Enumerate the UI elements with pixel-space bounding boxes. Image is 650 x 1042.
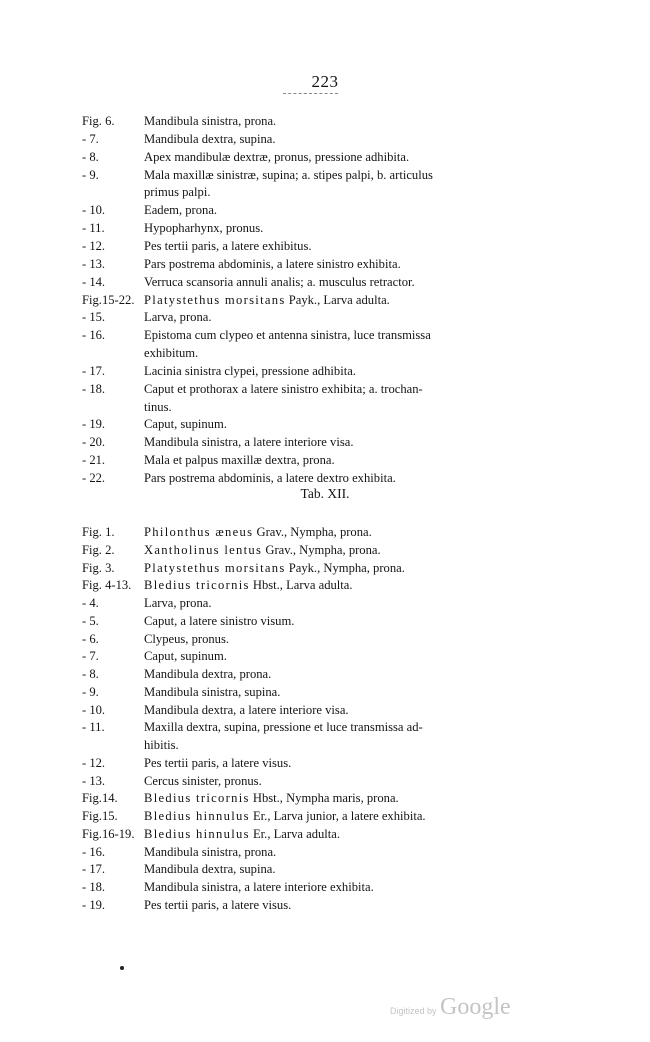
figure-label: - 21. <box>82 453 106 468</box>
caption-text: Larva, prona. <box>144 310 212 325</box>
caption-text: Mandibula sinistra, prona. <box>144 844 277 859</box>
caption-text: Grav., Nympha, prona. <box>253 525 372 539</box>
species-name: Bledius tricornis <box>144 791 250 806</box>
figure-caption <box>144 772 262 790</box>
figure-label: - 11. <box>82 720 105 735</box>
figure-caption <box>144 647 227 665</box>
species-name: Xantholinus lentus <box>144 542 263 557</box>
figure-caption <box>144 523 372 541</box>
page-number: 223 <box>311 72 339 91</box>
figure-label: - 16. <box>82 328 106 343</box>
figure-caption <box>144 860 276 878</box>
figure-label: - 18. <box>82 381 106 396</box>
figure-label: - 9. <box>82 684 99 699</box>
figure-caption <box>144 451 335 469</box>
figure-caption <box>144 541 381 559</box>
caption-text: Cercus sinister, pronus. <box>144 773 262 788</box>
caption-text: Mandibula sinistra, a latere interiore exhibita. <box>144 880 374 894</box>
figure-caption <box>144 433 353 451</box>
figure-label: - 12. <box>82 238 106 253</box>
page-number-rule <box>283 93 338 94</box>
caption-text: Payk., Larva adulta. <box>285 292 390 307</box>
caption-text: Hbst., Larva adulta. <box>249 578 353 593</box>
figure-caption <box>144 130 276 148</box>
figure-caption <box>144 559 405 577</box>
figure-label: - 11. <box>82 221 105 236</box>
figure-label: - 9. <box>82 167 99 182</box>
figure-caption <box>144 415 227 433</box>
figure-caption <box>144 630 229 648</box>
figure-caption <box>144 380 423 398</box>
species-name: Platystethus morsitans <box>144 560 286 575</box>
figure-caption <box>144 183 210 201</box>
figure-label: - 8. <box>82 667 99 681</box>
caption-text: exhibitum. <box>144 346 199 361</box>
caption-text: Mandibula sinistra, supina. <box>144 684 281 699</box>
figure-caption <box>144 754 291 772</box>
figure-label: - 4. <box>82 596 99 610</box>
figure-caption <box>144 825 340 843</box>
figure-caption <box>144 843 276 861</box>
figure-caption <box>144 362 356 380</box>
caption-text: Verruca scansoria annuli analis; a. musculus retractor. <box>144 274 415 289</box>
caption-text: Apex mandibulæ dextræ, pronus, pressione adhibita. <box>144 149 410 164</box>
caption-text: Er., Larva adulta. <box>249 826 341 841</box>
watermark-prefix: Digitized by <box>390 1006 437 1016</box>
caption-text: Er., Larva junior, a latere exhibita. <box>249 809 426 823</box>
figure-caption <box>144 683 280 701</box>
figure-label: Fig. 1. <box>82 525 115 539</box>
google-watermark <box>390 994 520 1024</box>
figure-label: - 12. <box>82 755 106 770</box>
figure-caption <box>144 308 211 326</box>
figure-label: - 19. <box>82 417 106 432</box>
figure-label: Fig.16-19. <box>82 826 135 841</box>
figure-caption <box>144 665 271 683</box>
caption-text: Maxilla dextra, supina, pressione et luce transmissa ad- <box>144 720 423 735</box>
figure-caption <box>144 166 433 184</box>
figure-caption <box>144 326 431 344</box>
section-heading: Tab. XII. <box>300 486 350 501</box>
caption-text: Epistoma cum clypeo et antenna sinistra, luce transmissa <box>144 328 431 343</box>
caption-text: Mandibula sinistra, a latere interiore visa. <box>144 435 354 450</box>
figure-caption <box>144 718 423 736</box>
figure-label: Fig. 4-13. <box>82 578 132 593</box>
caption-text: Pars postrema abdominis, a latere sinistro exhibita. <box>144 256 401 271</box>
figure-caption <box>144 701 349 719</box>
figure-label: - 5. <box>82 613 99 628</box>
species-name: Philonthus æneus <box>144 525 254 539</box>
caption-text: primus palpi. <box>144 185 211 200</box>
figure-label: - 13. <box>82 773 106 788</box>
figure-label: - 7. <box>82 131 99 146</box>
figure-label: - 22. <box>82 471 106 485</box>
caption-text: Caput, supinum. <box>144 417 227 432</box>
caption-text: Mandibula dextra, a latere interiore visa. <box>144 702 349 717</box>
figure-caption <box>144 291 390 309</box>
caption-text: Mandibula sinistra, prona. <box>144 114 277 128</box>
figure-label: - 20. <box>82 435 106 450</box>
figure-caption <box>144 736 179 754</box>
caption-text: Mandibula dextra, supina. <box>144 131 276 146</box>
figure-label: Fig.15-22. <box>82 292 135 307</box>
species-name: Bledius hinnulus <box>144 809 250 823</box>
caption-text: Larva, prona. <box>144 596 212 610</box>
figure-caption <box>144 148 409 166</box>
figure-caption <box>144 201 217 219</box>
figure-caption <box>144 219 263 237</box>
caption-text: Caput et prothorax a latere sinistro exhibita; a. trochan- <box>144 381 423 396</box>
caption-text: Lacinia sinistra clypei, pressione adhibita. <box>144 363 356 378</box>
caption-text: Eadem, prona. <box>144 203 218 218</box>
figure-label: - 15. <box>82 310 106 325</box>
species-name: Bledius hinnulus <box>144 826 250 841</box>
figure-caption <box>144 344 198 362</box>
species-name: Platystethus morsitans <box>144 292 286 307</box>
figure-caption <box>144 576 353 594</box>
caption-text: Mandibula dextra, prona. <box>144 667 272 681</box>
figure-caption <box>144 878 374 896</box>
species-name: Bledius tricornis <box>144 578 250 593</box>
caption-text: Grav., Nympha, prona. <box>262 542 381 557</box>
figure-caption <box>144 896 291 914</box>
caption-text: Hypopharhynx, pronus. <box>144 221 264 236</box>
figure-caption <box>144 789 399 807</box>
figure-label: - 17. <box>82 862 106 877</box>
figure-label: Fig.14. <box>82 791 118 806</box>
figure-caption <box>144 398 172 416</box>
watermark-brand: Google <box>440 994 511 1020</box>
stray-dot <box>120 966 124 970</box>
figure-caption <box>144 112 276 130</box>
caption-text: Pes tertii paris, a latere visus. <box>144 897 292 912</box>
figure-caption <box>144 612 294 630</box>
figure-label: - 7. <box>82 649 99 664</box>
figure-caption <box>144 807 426 825</box>
figure-label: - 8. <box>82 149 99 164</box>
figure-label: - 16. <box>82 844 106 859</box>
caption-text: Pes tertii paris, a latere exhibitus. <box>144 238 312 253</box>
caption-text: Caput, a latere sinistro visum. <box>144 613 295 628</box>
figure-caption <box>144 594 211 612</box>
caption-text: Mandibula dextra, supina. <box>144 862 276 877</box>
caption-text: Mala maxillæ sinistræ, supina; a. stipes palpi, b. articulus <box>144 167 433 182</box>
caption-text: Pes tertii paris, a latere visus. <box>144 755 292 770</box>
figure-label: - 19. <box>82 897 106 912</box>
figure-label: - 13. <box>82 256 106 271</box>
figure-label: Fig.15. <box>82 809 118 823</box>
caption-text: Payk., Nympha, prona. <box>285 560 405 575</box>
figure-label: - 10. <box>82 702 106 717</box>
figure-label: - 17. <box>82 363 106 378</box>
caption-text: Pars postrema abdominis, a latere dextro exhibita. <box>144 471 396 485</box>
figure-label: - 10. <box>82 203 106 218</box>
caption-text: tinus. <box>144 399 172 414</box>
caption-text: Hbst., Nympha maris, prona. <box>249 791 399 806</box>
caption-text: Caput, supinum. <box>144 649 227 664</box>
caption-text: hibitis. <box>144 738 179 752</box>
figure-caption <box>144 255 401 273</box>
figure-label: Fig. 6. <box>82 114 115 128</box>
figure-label: - 14. <box>82 274 106 289</box>
figure-caption <box>144 273 415 291</box>
figure-label: Fig. 2. <box>82 542 115 557</box>
figure-caption <box>144 237 312 255</box>
caption-text: Clypeus, pronus. <box>144 631 230 646</box>
figure-label: Fig. 3. <box>82 560 115 575</box>
figure-label: - 18. <box>82 880 106 894</box>
figure-label: - 6. <box>82 631 99 646</box>
caption-text: Mala et palpus maxillæ dextra, prona. <box>144 453 335 468</box>
